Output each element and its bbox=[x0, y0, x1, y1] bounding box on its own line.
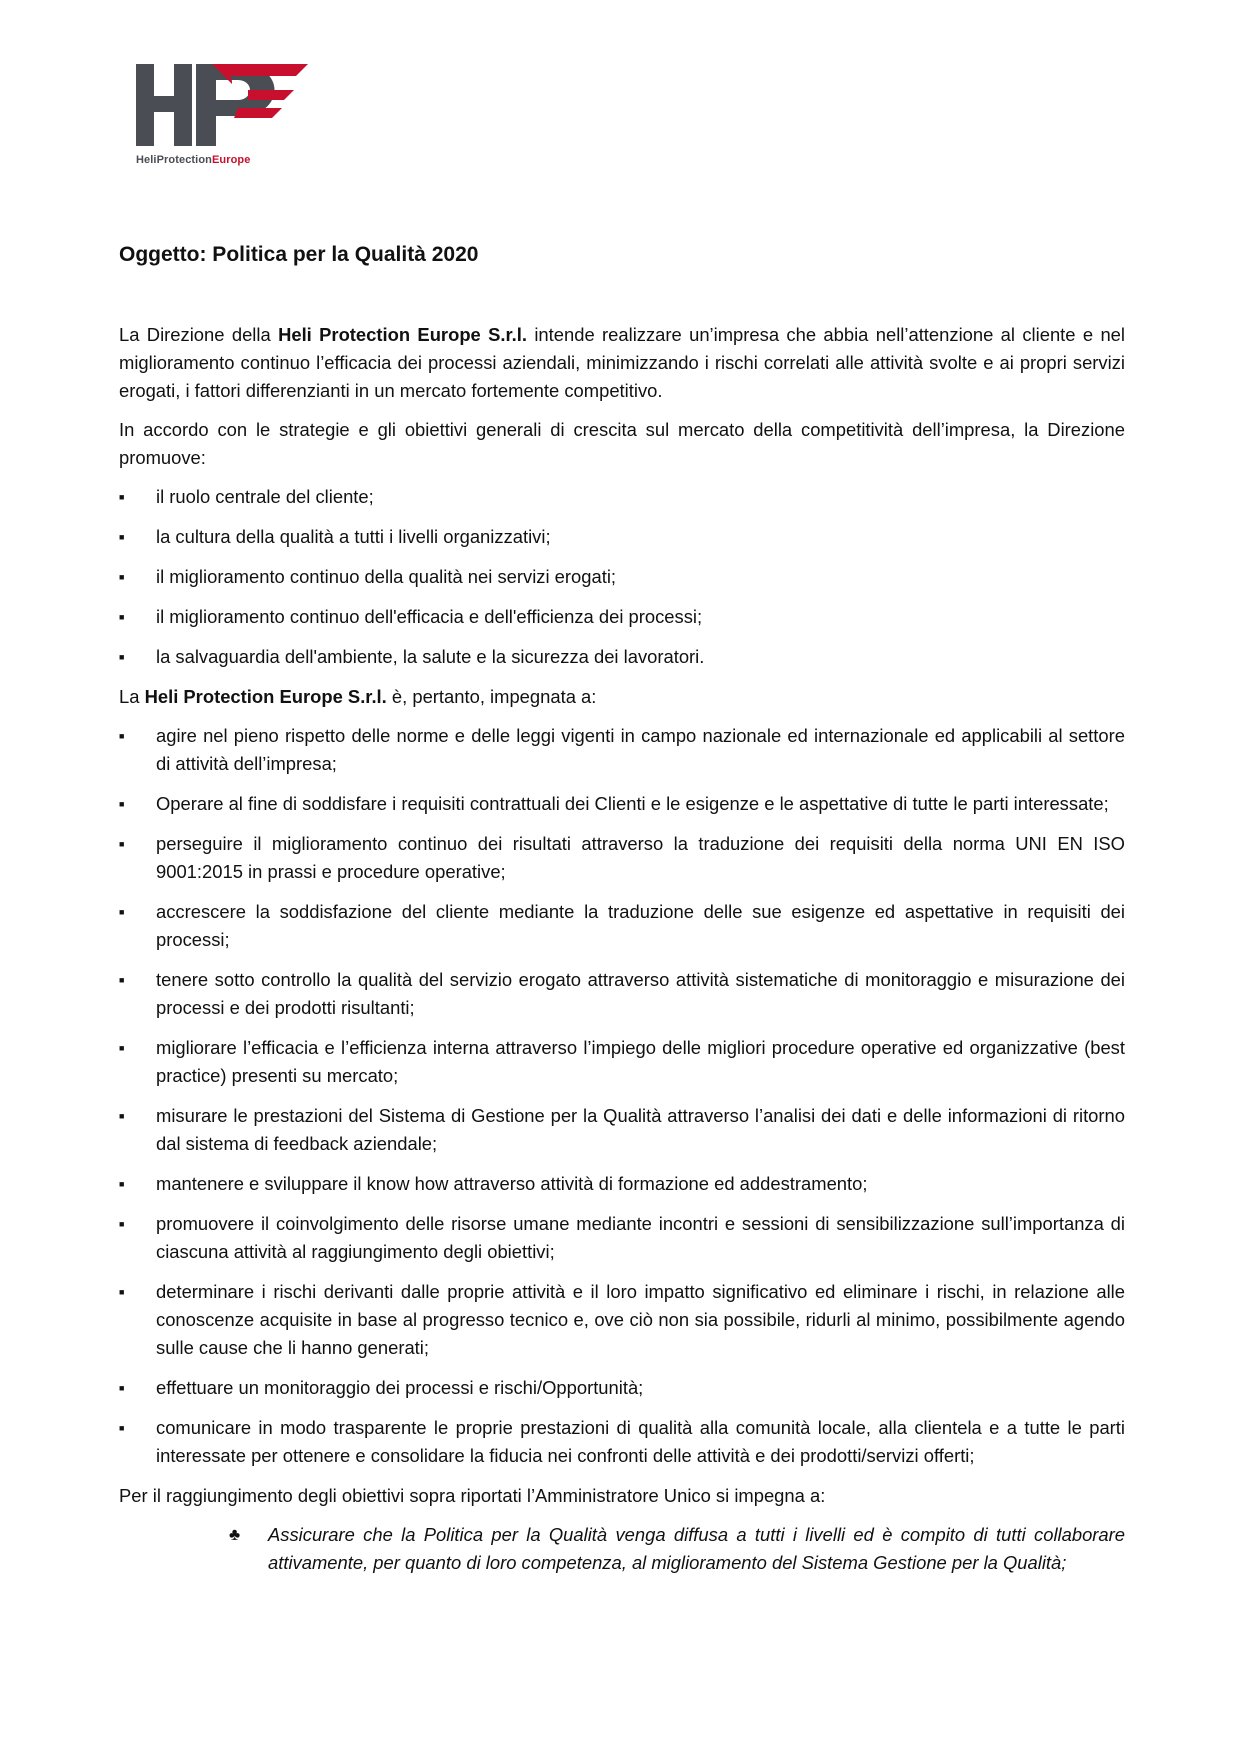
list-item: ■ misurare le prestazioni del Sistema di Gestione per la Qualità attraverso l’analisi dei dati e delle informazioni di ritorno dal sistema di feedback aziendale; bbox=[119, 1102, 1125, 1158]
square-bullet-icon bbox=[119, 1414, 156, 1443]
square-bullet-icon bbox=[119, 1278, 156, 1307]
intro-paragraph-1: La Direzione della Heli Protection Europe S.r.l. intende realizzare un’impresa che abbia nell’attenzione al cliente e nel miglioramento continuo l’efficacia dei processi aziendali, minimizzando i rischi correlati alle attività svolte e ai propri servizi erogati, i fattori differenzianti in un mercato fortemente competitivo. bbox=[119, 324, 1125, 401]
commitments-list bbox=[119, 722, 1125, 1470]
list-item: ■ Operare al fine di soddisfare i requisiti contrattuali dei Clienti e le esigenze e le aspettative di tutte le parti interessate; bbox=[119, 790, 1125, 818]
square-bullet-icon bbox=[119, 830, 156, 859]
company-name: Heli Protection Europe S.r.l. bbox=[278, 324, 527, 345]
list-item: ■ il miglioramento continuo dell'efficacia e dell'efficienza dei processi; bbox=[119, 603, 1125, 631]
square-bullet-icon bbox=[119, 603, 156, 632]
square-bullet-icon bbox=[119, 722, 156, 751]
list-item: ■ comunicare in modo trasparente le proprie prestazioni di qualità alla comunità locale, alla clientela e a tutte le parti interessate per ottenere e consolidare la fiducia nei confronti delle attività e dei prodotti/servizi offerti; bbox=[119, 1414, 1125, 1470]
admin-intro: Per il raggiungimento degli obiettivi sopra riportati l’Amministratore Unico si impegna a: bbox=[119, 1485, 826, 1506]
list-item: ■ agire nel pieno rispetto delle norme e delle leggi vigenti in campo nazionale ed internazionale ed applicabili al settore di attività dell’impresa; bbox=[119, 722, 1125, 778]
square-bullet-icon bbox=[119, 898, 156, 927]
company-name: Heli Protection Europe S.r.l. bbox=[144, 686, 387, 707]
square-bullet-icon bbox=[119, 523, 156, 552]
promotes-list bbox=[119, 483, 1125, 671]
list-item: ■ il ruolo centrale del cliente; bbox=[119, 483, 1125, 511]
square-bullet-icon bbox=[119, 1210, 156, 1239]
hpe-logo-mark bbox=[134, 62, 309, 154]
list-item: ■ il miglioramento continuo della qualità nei servizi erogati; bbox=[119, 563, 1125, 591]
square-bullet-icon bbox=[119, 643, 156, 672]
list-item: ■ mantenere e sviluppare il know how attraverso attività di formazione ed addestramento; bbox=[119, 1170, 1125, 1198]
commitments-intro: La Heli Protection Europe S.r.l. è, pertanto, impegnata a: bbox=[119, 686, 597, 707]
company-logo bbox=[134, 62, 309, 174]
square-bullet-icon bbox=[119, 966, 156, 995]
list-item: ■ accrescere la soddisfazione del cliente mediante la traduzione delle sue esigenze ed aspettative in requisiti dei processi; bbox=[119, 898, 1125, 954]
logo-caption: HeliProtectionEurope bbox=[136, 154, 251, 166]
list-item: ■ promuovere il coinvolgimento delle risorse umane mediante incontri e sessioni di sensibilizzazione sull’importanza di ciascuna attività al raggiungimento degli obiettivi; bbox=[119, 1210, 1125, 1266]
list-item: ■ migliorare l’efficacia e l’efficienza interna attraverso l’impiego delle migliori procedure operative ed organizzative (best practice) presenti su mercato; bbox=[119, 1034, 1125, 1090]
list-item: ■ determinare i rischi derivanti dalle proprie attività e il loro impatto significativo ed eliminare i rischi, in relazione alle conoscenze acquisite in base al progresso tecnico e, ove ciò non sia possibile, ridurli al minimo, possibilmente agendo sulle cause che li hanno generati; bbox=[119, 1278, 1125, 1362]
list-item: ■ effettuare un monitoraggio dei processi e rischi/Opportunità; bbox=[119, 1374, 1125, 1402]
square-bullet-icon bbox=[119, 1034, 156, 1063]
square-bullet-icon bbox=[119, 1102, 156, 1131]
square-bullet-icon bbox=[119, 790, 156, 819]
square-bullet-icon bbox=[119, 1170, 156, 1199]
list-item: ■ la salvaguardia dell'ambiente, la salute e la sicurezza dei lavoratori. bbox=[119, 643, 1125, 671]
square-bullet-icon bbox=[119, 1374, 156, 1403]
intro-paragraph-2: In accordo con le strategie e gli obiettivi generali di crescita sul mercato della competitività dell’impresa, la Direzione promuove: bbox=[119, 419, 1125, 468]
club-bullet-icon: ♣ bbox=[229, 1525, 241, 1544]
admin-commitments-list bbox=[119, 1521, 1125, 1577]
document-subject: Oggetto: Politica per la Qualità 2020 bbox=[119, 243, 479, 266]
list-item: ■ perseguire il miglioramento continuo dei risultati attraverso la traduzione dei requisiti della norma UNI EN ISO 9001:2015 in prassi e procedure operative; bbox=[119, 830, 1125, 886]
list-item: ■ tenere sotto controllo la qualità del servizio erogato attraverso attività sistematiche di monitoraggio e misurazione dei processi e dei prodotti risultanti; bbox=[119, 966, 1125, 1022]
square-bullet-icon bbox=[119, 483, 156, 512]
list-item: ■ la cultura della qualità a tutti i livelli organizzativi; bbox=[119, 523, 1125, 551]
square-bullet-icon bbox=[119, 563, 156, 592]
list-item: ♣ Assicurare che la Politica per la Qualità venga diffusa a tutti i livelli ed è compito di tutti collaborare attivamente, per quanto di loro competenza, al miglioramento del Sistema Gestione per la Qualità; bbox=[119, 1521, 1125, 1577]
document-body bbox=[119, 321, 1125, 1577]
